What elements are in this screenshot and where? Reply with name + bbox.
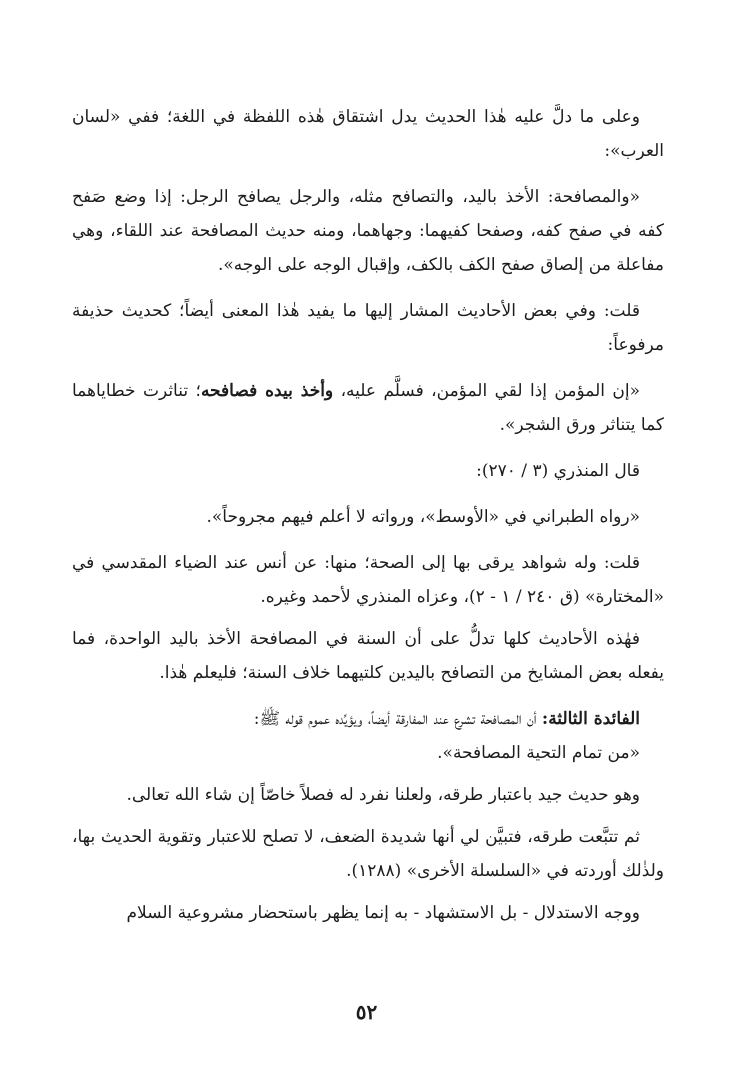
paragraph-third-benefit — [72, 702, 664, 736]
quote-hadith-hudhayfah — [72, 374, 664, 442]
quote-lisan-definition: «والمصافحة: الأخذ باليد، والتصافح مثله، والرجل يصافح الرجل: إذا وضع صَفح كفه في صفح كفه، وصفحا كفيهما: وجهاهما، ومنه حديث المصافحة عند اللقاء، وهي مفاعلة من إلصاق صفح الكف بالكف، وإقبال الوجه على الوجه». — [72, 187, 664, 275]
third-benefit-heading: الفائدة الثالثة: — [541, 709, 640, 729]
paragraph-lisan-intro: وعلى ما دلَّ عليه هٰذا الحديث يدل اشتقاق هٰذه اللفظة في اللغة؛ ففي «لسان العرب»: — [72, 107, 664, 161]
hadith-text-emphasis: وأخذ بيده فصافحه — [200, 381, 334, 401]
paragraph-hadith-grading: وهو حديث جيد باعتبار طرقه، ولعلنا نفرد له فصلاً خاصّاً إن شاء الله تعالى. — [126, 785, 640, 805]
paragraph-mundhiri-citation: قال المنذري (٣ / ٢٧٠): — [476, 461, 640, 481]
third-benefit-text: أن المصافحة تشرع عند المفارقة أيضاً، ويؤيِّده عموم قوله ﷺ: — [253, 709, 542, 729]
hadith-text-start: «إن المؤمن إذا لقي المؤمن، فسلَّم عليه، — [333, 381, 641, 401]
paragraph-istidlal: ووجه الاستدلال - بل الاستشهاد - به إنما يظهر باستحضار مشروعية السلام — [126, 903, 640, 923]
page-number: ٥٢ — [355, 1000, 378, 1024]
paragraph-shawahid: قلت: وله شواهد يرقى بها إلى الصحة؛ منها: عن أنس عند الضياء المقدسي في «المختارة» (ق ٢٤٠ / ١ - ٢)، وعزاه المنذري لأحمد وغيره. — [72, 553, 664, 607]
page-body — [72, 100, 664, 930]
paragraph-turuq-weak: ثم تتبَّعت طرقه، فتبيَّن لي أنها شديدة الضعف، لا تصلح للاعتبار وتقوية الحديث بها، ولذٰلك أوردته في «السلسلة الأخرى» (١٢٨٨). — [72, 827, 664, 881]
paragraph-one-hand-sunnah: فهٰذه الأحاديث كلها تدلُّ على أن السنة في المصافحة الأخذ باليد الواحدة، فما يفعله بعض المشايخ من التصافح باليدين كلتيهما خلاف السنة؛ فليعلم هٰذا. — [72, 629, 664, 683]
paragraph-hudhayfah-intro: قلت: وفي بعض الأحاديث المشار إليها ما يفيد هٰذا المعنى أيضاً؛ كحديث حذيفة مرفوعاً: — [72, 301, 664, 355]
hadith-text-end: ؛ تناثرت خطاياهما كما يتناثر ورق الشجر». — [72, 381, 664, 435]
quote-tabarani: «رواه الطبراني في «الأوسط»، ورواته لا أعلم فيهم مجروحاً». — [206, 507, 640, 527]
quote-tamam-tahiyyah: «من تمام التحية المصافحة». — [437, 743, 640, 763]
